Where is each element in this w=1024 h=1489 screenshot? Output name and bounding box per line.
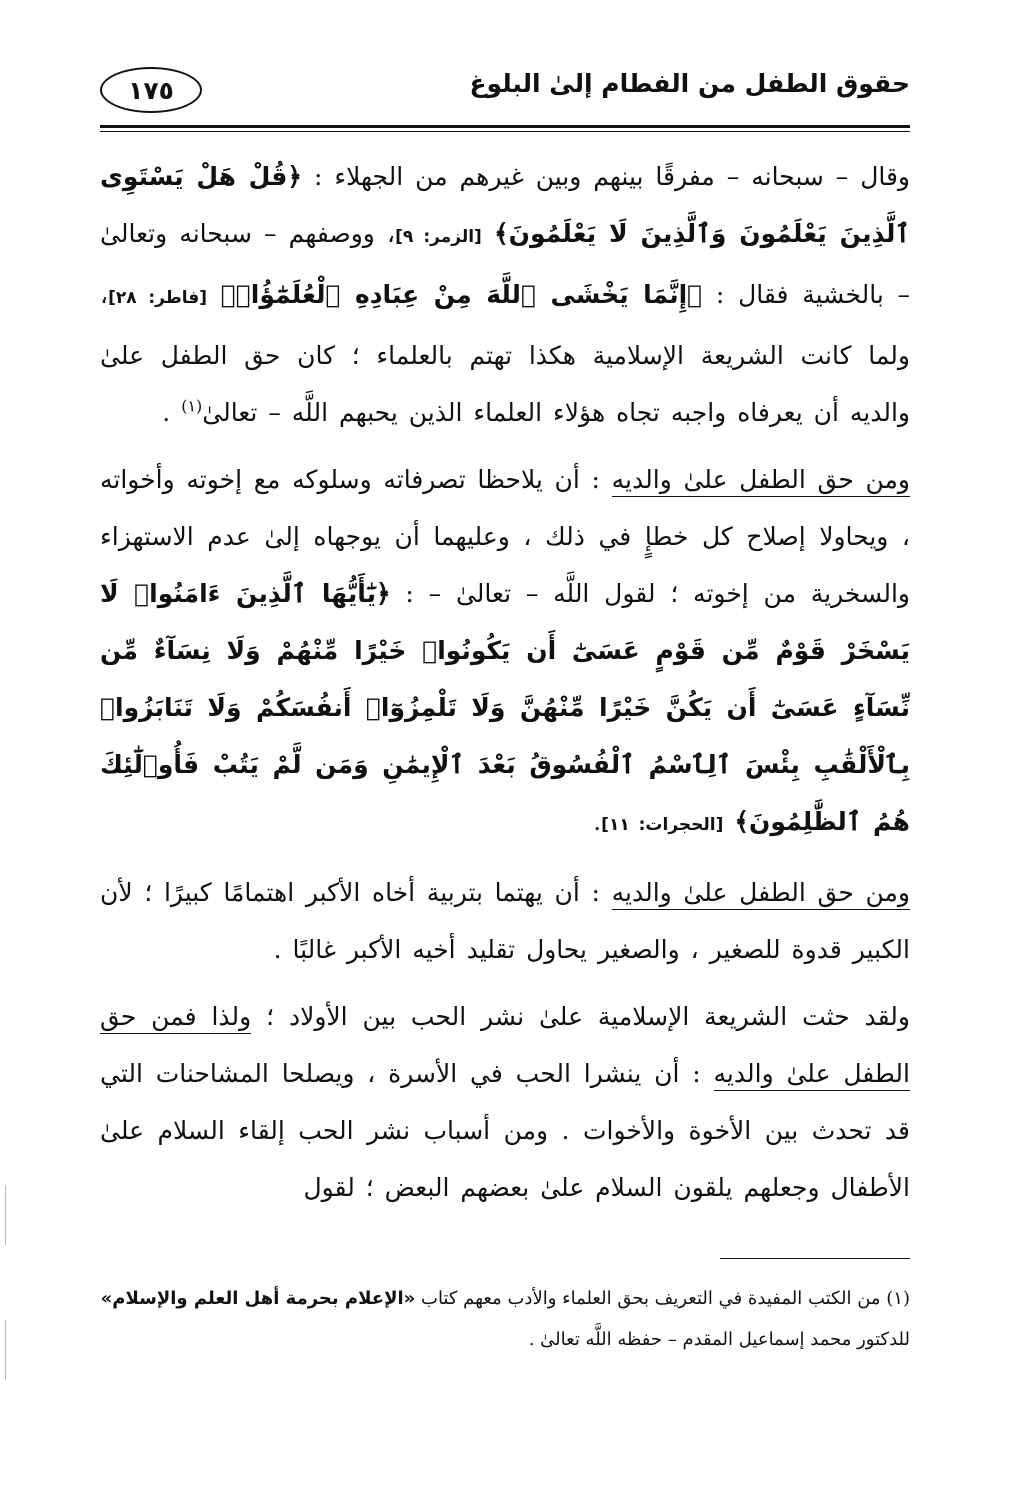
page-header <box>100 55 910 125</box>
quran-verse: ﴿يَٰٓأَيُّهَا ٱلَّذِينَ ءَامَنُوا۟ لَا يَسْخَرْ قَوْمٌ مِّن قَوْمٍ عَسَىٰٓ أَن يَكُونُوا۟ خَيْرًا مِّنْهُمْ وَلَا نِسَآءٌ مِّن نِّسَآءٍ عَسَىٰٓ أَن يَكُنَّ خَيْرًا مِّنْهُنَّ وَلَا تَلْمِزُوٓا۟ أَنفُسَكُمْ وَلَا تَنَابَزُوا۟ بِٱلْأَلْقَٰبِ بِئْسَ ٱلِٱسْمُ ٱلْفُسُوقُ بَعْدَ ٱلْإِيمَٰنِ وَمَن لَّمْ يَتُبْ فَأُو۟لَٰٓئِكَ هُمُ ٱلظَّٰلِمُونَ﴾ <box>100 579 910 836</box>
paragraph-love <box>100 988 910 1216</box>
body-text <box>100 148 910 1216</box>
paragraph-text: ، ولما كانت الشريعة الإسلامية هكذا تهتم بالعلماء ؛ كان حق الطفل علىٰ والديه أن يعرفاه واجبه تجاه هؤلاء العلماء الذين يحبهم اللَّه – تعالىٰ <box>100 280 910 427</box>
footnote-marker: (١) <box>181 396 203 416</box>
paragraph-siblings <box>100 451 910 854</box>
footnote <box>100 1278 910 1360</box>
scan-margin-line <box>5 1320 6 1380</box>
paragraph-text: وقال – سبحانه – مفرقًا بينهم وبين غيرهم من الجهلاء : <box>302 162 911 191</box>
paragraph-text: . <box>593 807 602 836</box>
paragraph-scholars <box>100 148 910 441</box>
paragraph-text: ولقد حثت الشريعة الإسلامية علىٰ نشر الحب بين الأولاد ؛ <box>251 1002 910 1031</box>
paragraph-text: ، ووصفهم – سبحانه وتعالىٰ – بالخشية فقال : <box>100 219 911 309</box>
paragraph-text: . <box>162 398 182 427</box>
verse-reference: [فاطر: ٢٨] <box>108 288 208 308</box>
footnote-book-title: «الإعلام بحرمة أهل العلم والإسلام» <box>100 1288 416 1309</box>
footnote-number: (١) <box>886 1288 910 1309</box>
underlined-heading: ولذا فمن حق الطفل علىٰ والديه <box>100 1002 910 1091</box>
paragraph-text: : أن يلاحظا تصرفاته وسلوكه مع إخوته وأخواته ، ويحاولا إصلاح كل خطإٍ في ذلك ، وعليهما أن يوجهاه إلىٰ عدم الاستهزاء والسخرية من إخوته ؛ لقول اللَّه – تعالىٰ – : <box>100 465 911 608</box>
underlined-heading: ومن حق الطفل علىٰ والديه <box>612 878 910 910</box>
paragraph-elder-brother <box>100 864 910 978</box>
header-rule-thick <box>100 125 910 128</box>
verse-reference: [الحجرات: ١١] <box>601 815 724 835</box>
quran-verse: ﴿قُلْ هَلْ يَسْتَوِى ٱلَّذِينَ يَعْلَمُونَ وَٱلَّذِينَ لَا يَعْلَمُونَ﴾ <box>100 162 911 248</box>
header-rule-thin <box>100 131 910 132</box>
paragraph-text: : أن يهتما بتربية أخاه الأكبر اهتمامًا كبيرًا ؛ لأن الكبير قدوة للصغير ، والصغير يحاول تقليد أخيه الأكبر غالبًا . <box>100 878 910 964</box>
quran-verse: ﴿إِنَّمَا يَخْشَى ٱللَّهَ مِنْ عِبَادِهِ ٱلْعُلَمَٰٓؤُا۟﴾ <box>220 280 703 309</box>
page-number: ١٧٥ <box>100 67 202 113</box>
verse-reference: [الزمر: ٩] <box>395 227 482 247</box>
book-page <box>100 55 910 1455</box>
running-title: حقوق الطفل من الفطام إلىٰ البلوغ <box>469 69 910 98</box>
underlined-heading: ومن حق الطفل علىٰ والديه <box>612 465 910 497</box>
footnote-text: من الكتب المفيدة في التعريف بحق العلماء والأدب معهم كتاب <box>415 1288 887 1309</box>
scan-margin-line <box>5 1185 6 1245</box>
footnote-separator <box>720 1258 910 1259</box>
footnote-text: للدكتور محمد إسماعيل المقدم – حفظه اللَّه تعالىٰ . <box>528 1329 910 1350</box>
paragraph-text: : أن ينشرا الحب في الأسرة ، ويصلحا المشاحنات التي قد تحدث بين الأخوة والأخوات . ومن أسباب نشر الحب إلقاء السلام علىٰ الأطفال وجعلهم يلقون السلام علىٰ بعضهم البعض ؛ لقول <box>100 1059 910 1202</box>
